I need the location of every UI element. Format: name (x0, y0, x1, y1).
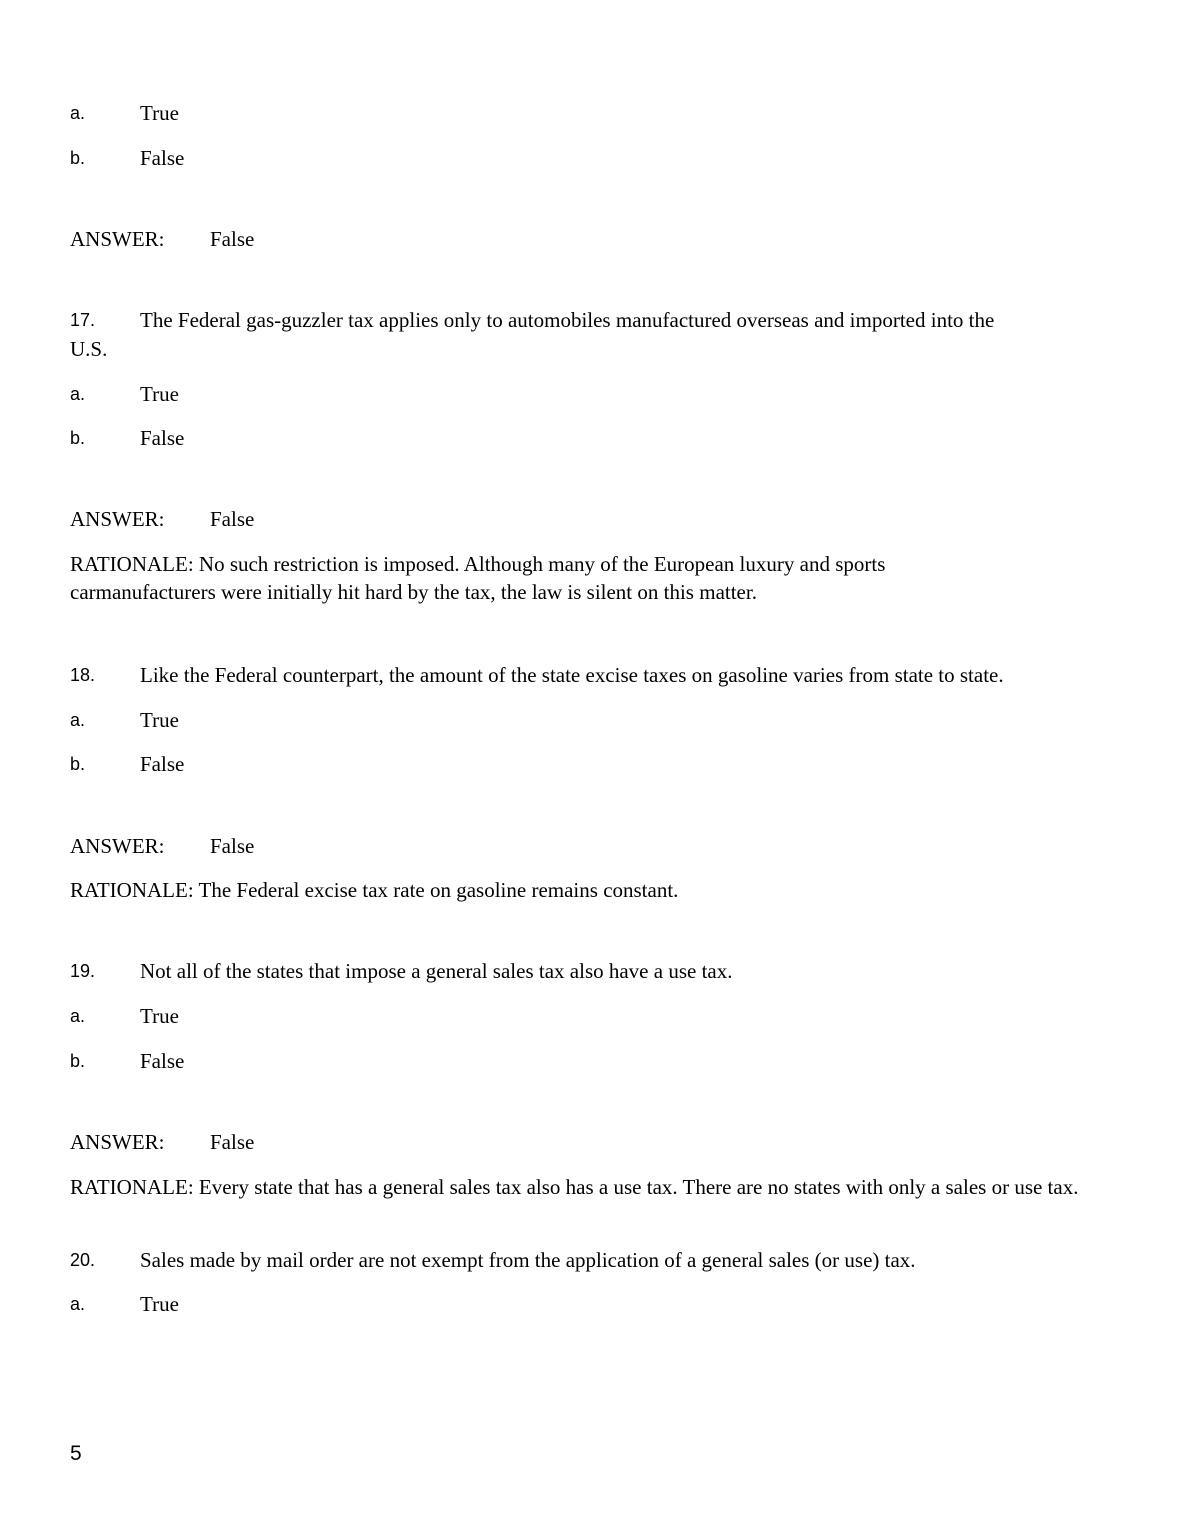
question-text: Sales made by mail order are not exempt from the application of a general sales (or use) tax. (140, 1248, 916, 1272)
question-text: The Federal gas-guzzler tax applies only to automobiles manufactured overseas and imported into the (140, 308, 995, 332)
question-number: 17. (70, 310, 96, 330)
option-label: b. (70, 754, 86, 774)
page-number: 5 (70, 1442, 82, 1465)
option-label: a. (70, 1006, 86, 1026)
option-label: b. (70, 428, 86, 448)
question-text: Not all of the states that impose a general sales tax also have a use tax. (140, 959, 733, 983)
option-text: False (140, 146, 185, 170)
question-number: 20. (70, 1250, 96, 1270)
answer-label: ANSWER: (70, 834, 165, 858)
option-text: True (140, 1292, 179, 1316)
option-text: True (140, 382, 179, 406)
option-text: False (140, 1049, 185, 1073)
option-text: False (140, 426, 185, 450)
question-text: Like the Federal counterpart, the amount of the state excise taxes on gasoline varies from state to state. (140, 663, 1004, 687)
option-text: True (140, 708, 179, 732)
answer-label: ANSWER: (70, 227, 165, 251)
rationale: RATIONALE: No such restriction is imposed. Although many of the European luxury and sports carmanufacturers were initially hit hard by the tax, the law is silent on this matter. (70, 552, 886, 604)
answer-label: ANSWER: (70, 1130, 165, 1154)
answer-value: False (210, 1130, 255, 1154)
option-text: False (140, 752, 185, 776)
rationale: RATIONALE: The Federal excise tax rate on gasoline remains constant. (70, 878, 679, 902)
answer-value: False (210, 834, 255, 858)
option-label: a. (70, 103, 86, 123)
option-text: True (140, 101, 179, 125)
rationale: RATIONALE: Every state that has a general sales tax also has a use tax. There are no states with only a sales or use tax. (70, 1175, 1079, 1199)
question-number: 18. (70, 665, 96, 685)
question-number: 19. (70, 961, 96, 981)
option-label: a. (70, 384, 86, 404)
answer-label: ANSWER: (70, 507, 165, 531)
option-label: b. (70, 148, 86, 168)
question-text-continued: U.S. (70, 337, 108, 361)
option-text: True (140, 1004, 179, 1028)
option-label: a. (70, 710, 86, 730)
option-label: a. (70, 1294, 86, 1314)
answer-value: False (210, 227, 255, 251)
option-label: b. (70, 1051, 86, 1071)
answer-value: False (210, 507, 255, 531)
